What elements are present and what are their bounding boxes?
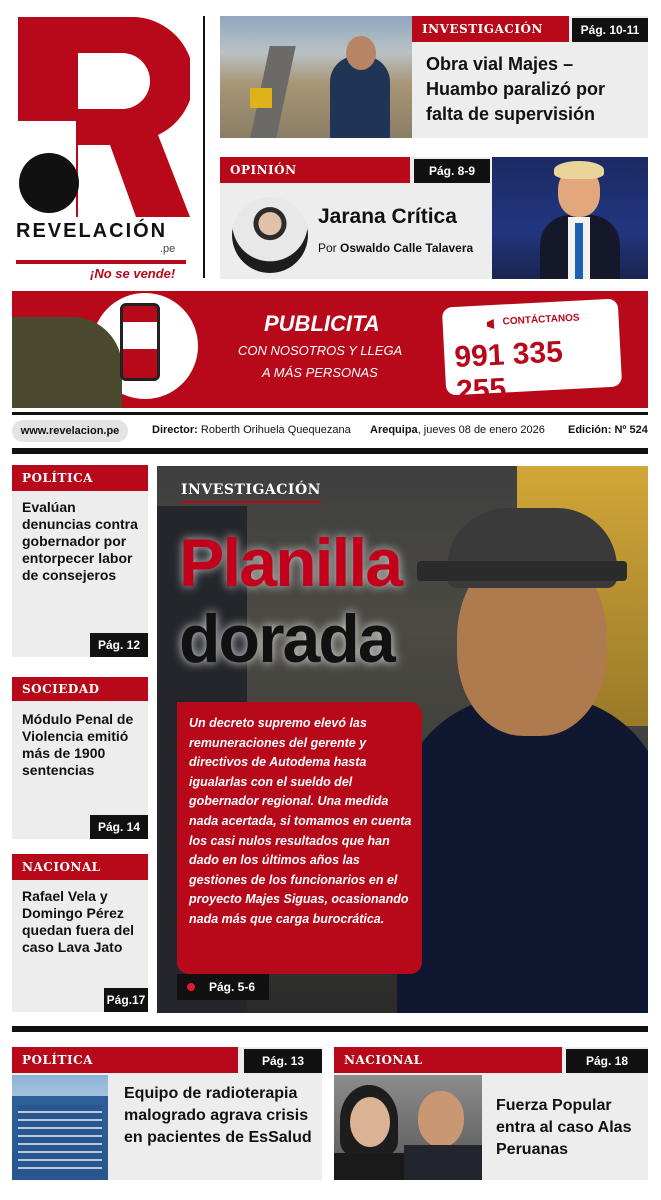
sidebar-section-3: NACIONAL bbox=[12, 854, 148, 880]
main-summary-box bbox=[177, 702, 422, 974]
ad-banner[interactable] bbox=[12, 291, 648, 408]
ad-title: PUBLICITA bbox=[264, 311, 380, 336]
road-work-photo bbox=[220, 16, 412, 138]
main-section: INVESTIGACIÓN bbox=[181, 482, 321, 503]
masthead bbox=[10, 14, 200, 284]
city: Arequipa bbox=[370, 424, 418, 436]
infobar-bottom-rule bbox=[12, 448, 648, 454]
ad-phone-number[interactable]: 991 335 255 bbox=[453, 335, 564, 408]
logo-r-icon bbox=[18, 17, 190, 217]
byline-author: Oswaldo Calle Talavera bbox=[340, 241, 474, 255]
bottom-page-2: Pág. 18 bbox=[566, 1049, 648, 1073]
sidebar-story-2[interactable] bbox=[12, 677, 148, 839]
top-story-section: INVESTIGACIÓN bbox=[412, 16, 569, 42]
byline-prefix: Por bbox=[318, 241, 337, 255]
ad-line1: CON NOSOTROS Y LLEGA bbox=[238, 343, 403, 358]
bottom-story-1[interactable] bbox=[12, 1047, 322, 1180]
main-page-badge bbox=[177, 974, 269, 1000]
sidebar-story-3[interactable] bbox=[12, 854, 148, 1012]
date: , jueves 08 de enero 2026 bbox=[417, 424, 545, 436]
bottom-section-1: POLÍTICA bbox=[12, 1047, 238, 1073]
red-dot-icon bbox=[187, 983, 195, 991]
date-line bbox=[370, 424, 545, 436]
top-story-card[interactable] bbox=[220, 16, 648, 138]
main-story[interactable] bbox=[157, 466, 648, 1013]
top-story-page: Pág. 10-11 bbox=[572, 18, 648, 42]
masthead-vline bbox=[203, 16, 205, 278]
bottom-headline-1[interactable]: Equipo de radioterapia malogrado agrava crisis en pacientes de EsSalud bbox=[124, 1085, 312, 1146]
ad-smartphone-icon bbox=[120, 303, 160, 381]
logo-wordmark: REVELACIÓN bbox=[16, 220, 168, 242]
opinion-section: OPINIÓN bbox=[220, 157, 410, 183]
director-name: Roberth Orihuela Quequezana bbox=[200, 424, 351, 436]
bottom-rule bbox=[12, 1026, 648, 1032]
website-pill[interactable]: www.revelacion.pe bbox=[12, 420, 128, 442]
politician-photo bbox=[492, 157, 648, 279]
opinion-byline bbox=[318, 241, 473, 255]
edition-line bbox=[568, 424, 648, 436]
infobar-top-rule bbox=[12, 412, 648, 415]
megaphone-icon bbox=[486, 319, 499, 330]
masthead-divider bbox=[16, 260, 186, 264]
director-label: Director: bbox=[152, 424, 198, 436]
author-avatar bbox=[232, 197, 308, 273]
sidebar-headline-1[interactable]: Evalúan denuncias contra gobernador por entorpecer labor de consejeros bbox=[22, 499, 138, 583]
politicians-photo bbox=[334, 1075, 482, 1180]
edition-number: Nº 524 bbox=[614, 424, 648, 436]
logo-domain: .pe bbox=[160, 243, 176, 255]
main-page: Pág. 5-6 bbox=[209, 980, 256, 994]
ad-contact-box[interactable] bbox=[442, 298, 622, 408]
opinion-page: Pág. 8-9 bbox=[414, 159, 490, 183]
opinion-title[interactable]: Jarana Crítica bbox=[318, 205, 457, 228]
bottom-story-2[interactable] bbox=[334, 1047, 648, 1180]
ad-hand bbox=[12, 317, 122, 408]
hospital-photo bbox=[12, 1075, 108, 1180]
ad-line2: A MÁS PERSONAS bbox=[262, 365, 378, 380]
main-summary: Un decreto supremo elevó las remuneraciones del gerente y directivos de Autodema hasta igualarlas con el sueldo del gobernador regional. Una medida nada acertada, si tomamos en cuenta los casi nulos resultados que han dado en los últimos años las gestiones de los funcionarios en el proyecto Majes Siguas, ocasionando nada más que carga burocrática. bbox=[189, 716, 412, 926]
sidebar-headline-2[interactable]: Módulo Penal de Violencia emitió más de 1900 sentencias bbox=[22, 711, 134, 778]
sidebar-story-1[interactable] bbox=[12, 465, 148, 657]
top-story-headline[interactable]: Obra vial Majes – Huambo paralizó por falta de supervisión bbox=[426, 54, 606, 124]
edition-label: Edición: bbox=[568, 424, 612, 436]
sidebar-headline-3[interactable]: Rafael Vela y Domingo Pérez quedan fuera del caso Lava Jato bbox=[22, 888, 135, 955]
bottom-page-1: Pág. 13 bbox=[244, 1049, 322, 1073]
ad-contact-label: CONTÁCTANOS bbox=[502, 312, 580, 328]
opinion-card[interactable] bbox=[220, 157, 648, 279]
sidebar-section-2: SOCIEDAD bbox=[12, 677, 148, 701]
bottom-headline-2[interactable]: Fuerza Popular entra al caso Alas Peruanas bbox=[496, 1097, 632, 1158]
sidebar-page-3: Pág.17 bbox=[104, 988, 148, 1012]
sidebar-page-1: Pág. 12 bbox=[90, 633, 148, 657]
bottom-section-2: NACIONAL bbox=[334, 1047, 562, 1073]
sidebar-section-1: POLÍTICA bbox=[12, 465, 148, 491]
main-title-line1[interactable]: Planilla bbox=[179, 525, 402, 601]
sidebar-page-2: Pág. 14 bbox=[90, 815, 148, 839]
director-line bbox=[152, 424, 351, 436]
main-title-line2[interactable]: dorada bbox=[179, 601, 394, 677]
slogan: ¡No se vende! bbox=[90, 266, 176, 281]
